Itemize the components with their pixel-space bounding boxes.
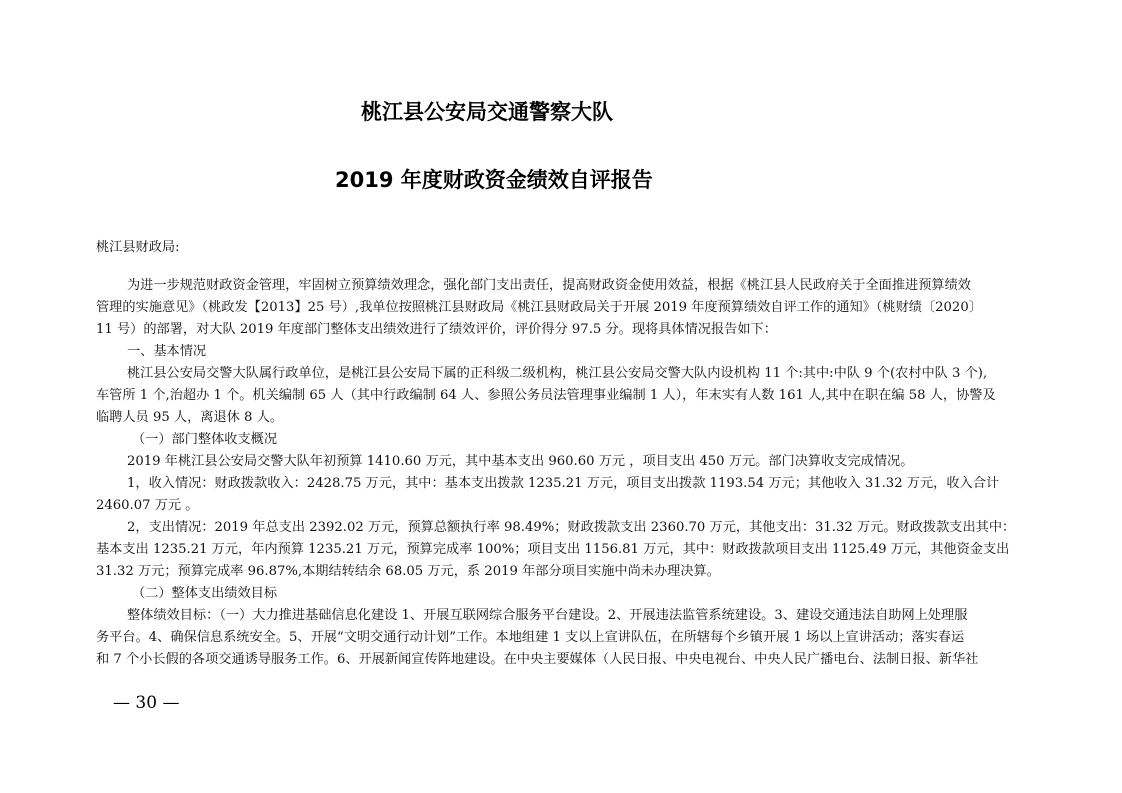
text-line: 2019 年桃江县公安局交警大队年初预算 1410.60 万元，其中基本支出 960.60 万元 ，项目支出 450 万元。部门决算收支完成情况。 xyxy=(127,454,914,469)
text-line: 31.32 万元；预算完成率 96.87%,本期结转结余 68.05 万元，系 2019 年部分项目实施中尚未办理决算。 xyxy=(96,564,720,579)
text-line: 1，收入情况：财政拨款收入：2428.75 万元，其中：基本支出拨款 1235.21 万元，项目支出拨款 1193.54 万元；其他收入 31.32 万元，收入合计 xyxy=(127,476,1000,491)
document-title-line2: 2019 年度财政资金绩效自评报告 xyxy=(335,168,653,192)
text-line: 桃江县公安局交警大队属行政单位，是桃江县公安局下属的正科级二级机构，桃江县公安局交警大队内设机构 11 个:其中:中队 9 个(农村中队 3 个), xyxy=(127,366,988,381)
page-number: — 30 — xyxy=(113,693,180,713)
text-line: 为进一步规范财政资金管理，牢固树立预算绩效理念，强化部门支出责任，提高财政资金使用效益，根据《桃江县人民政府关于全面推进预算绩效 xyxy=(127,278,971,293)
subsection-heading-performance-goals: （二）整体支出绩效目标 xyxy=(132,586,278,601)
addressee: 桃江县财政局: xyxy=(96,240,180,255)
text-line: 基本支出 1235.21 万元，年内预算 1235.21 万元，预算完成率 100%；项目支出 1156.81 万元，其中：财政拨款项目支出 1125.49 万元，其他资金支出 xyxy=(96,542,1010,557)
document-title-line1: 桃江县公安局交通警察大队 xyxy=(361,100,613,124)
text-line: 和 7 个小长假的各项交通诱导服务工作。6、开展新闻宣传阵地建设。在中央主要媒体（人民日报、中央电视台、中央人民广播电台、法制日报、新华社 xyxy=(96,652,979,667)
text-line: 临聘人员 95 人，离退休 8 人。 xyxy=(96,410,284,425)
report-body xyxy=(96,275,1036,671)
text-line: 管理的实施意见》（桃政发【2013】25 号）,我单位按照桃江县财政局《桃江县财政局关于开展 2019 年度预算绩效自评工作的通知》（桃财绩〔2020〕 xyxy=(96,300,982,315)
text-line: 2，支出情况：2019 年总支出 2392.02 万元，预算总额执行率 98.49%；财政拨款支出 2360.70 万元，其他支出：31.32 万元。财政拨款支出其中： xyxy=(127,520,1016,535)
section-heading-basic-info: 一、基本情况 xyxy=(127,344,207,359)
text-line: 11 号）的部署，对大队 2019 年度部门整体支出绩效进行了绩效评价，评价得分 97.5 分。现将具体情况报告如下： xyxy=(96,322,777,337)
text-line: 整体绩效目标：（一）大力推进基础信息化建设 1、开展互联网综合服务平台建设。2、开展违法监管系统建设。3、建设交通违法自助网上处理服 xyxy=(127,608,968,623)
text-line: 务平台。4、确保信息系统安全。5、开展“文明交通行动计划”工作。本地组建 1 支以上宣讲队伍，在所辖每个乡镇开展 1 场以上宣讲活动；落实春运 xyxy=(96,630,965,645)
text-line: 车管所 1 个,治超办 1 个。机关编制 65 人（其中行政编制 64 人、参照公务员法管理事业编制 1 人），年末实有人数 161 人,其中在职在编 58 人，协警及 xyxy=(96,388,996,403)
subsection-heading-income-expense: （一）部门整体收支概况 xyxy=(132,432,278,447)
text-line: 2460.07 万元 。 xyxy=(96,498,199,513)
